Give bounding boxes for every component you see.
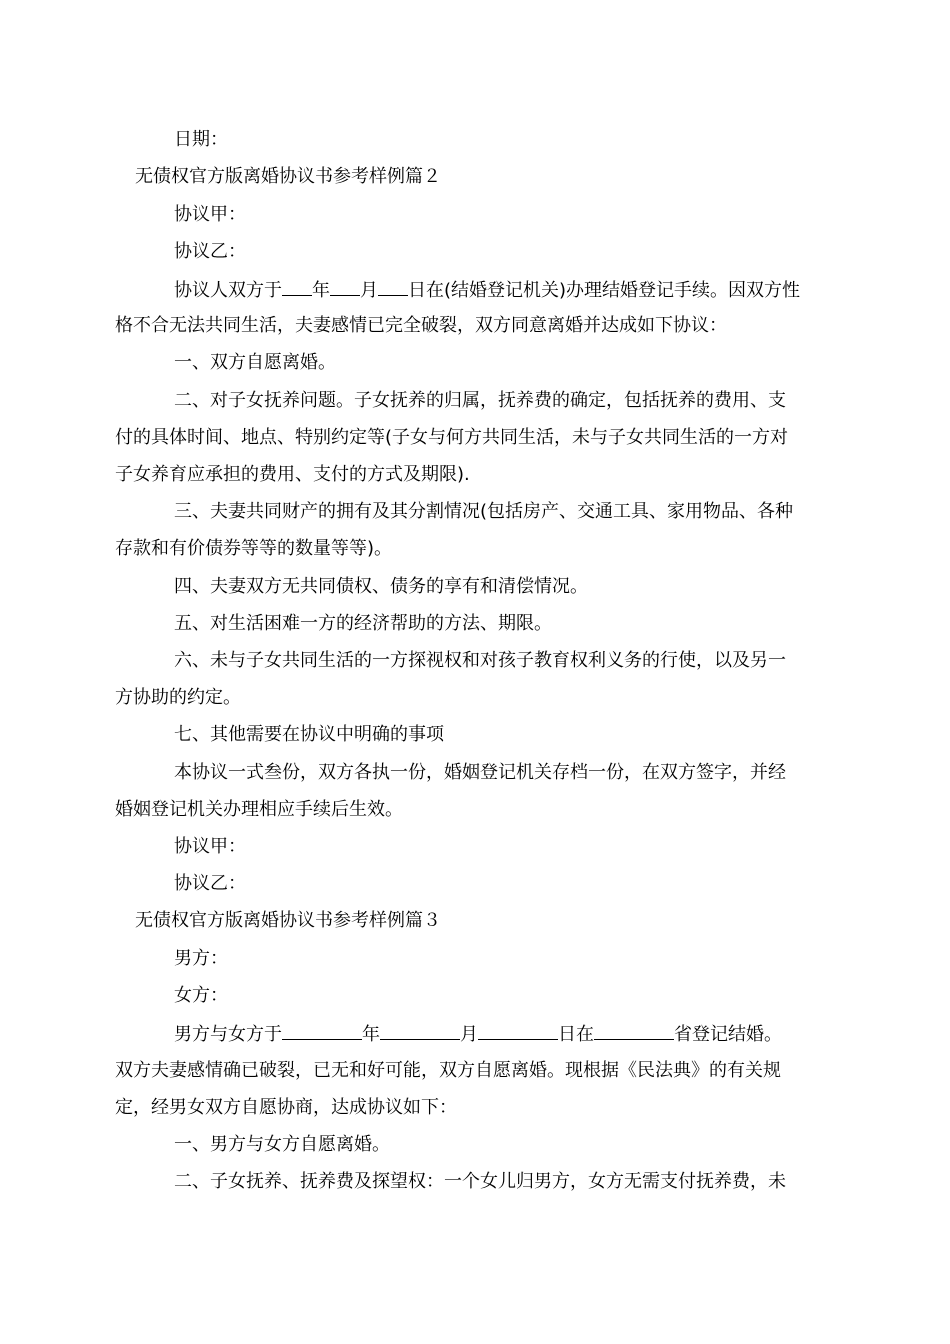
- s3-year-blank: [282, 1021, 362, 1040]
- section-2-intro-line-2: 格不合无法共同生活，夫妻感情已完全破裂，双方同意离婚并达成如下协议：: [115, 315, 727, 336]
- clause-4: 四、夫妻双方无共同债权、债务的享有和清偿情况。: [174, 576, 588, 597]
- male-label: 男方：: [174, 948, 228, 969]
- section-3-title: 无债权官方版离婚协议书参考样例篇３: [135, 910, 441, 931]
- s3-intro-text-c: 月: [460, 1024, 478, 1045]
- intro-text-c: 月: [360, 280, 378, 301]
- s3-intro-text-a: 男方与女方于: [174, 1024, 282, 1045]
- s3-clause-2-line-1: 二、子女抚养、抚养费及探望权：一个女儿归男方，女方无需支付抚养费，未: [174, 1171, 786, 1192]
- s3-intro-text-d: 日在: [558, 1024, 594, 1045]
- female-label: 女方：: [174, 985, 228, 1006]
- month-blank: [330, 277, 360, 296]
- s3-province-blank: [594, 1021, 674, 1040]
- intro-text-a: 协议人双方于: [174, 280, 282, 301]
- section-3-intro-line-2: 双方夫妻感情确已破裂，已无和好可能，双方自愿离婚。现根据《民法典》的有关规: [115, 1060, 781, 1081]
- section-2-title: 无债权官方版离婚协议书参考样例篇２: [135, 166, 441, 187]
- clause-2-line-1: 二、对子女抚养问题。子女抚养的归属，抚养费的确定，包括抚养的费用、支: [174, 390, 786, 411]
- clause-7: 七、其他需要在协议中明确的事项: [174, 724, 444, 745]
- section-2-intro-line-1: [174, 277, 800, 303]
- year-blank: [282, 277, 312, 296]
- s3-day-blank: [478, 1021, 558, 1040]
- intro-text-b: 年: [312, 280, 330, 301]
- sign-party-b: 协议乙：: [174, 873, 246, 894]
- s3-clause-1: 一、男方与女方自愿离婚。: [174, 1134, 390, 1155]
- s3-intro-text-e: 省登记结婚。: [674, 1024, 782, 1045]
- clause-3-line-1: 三、夫妻共同财产的拥有及其分割情况(包括房产、交通工具、家用物品、各种: [174, 501, 794, 522]
- sign-party-a: 协议甲：: [174, 836, 246, 857]
- day-blank: [378, 277, 408, 296]
- clause-1: 一、双方自愿离婚。: [174, 352, 336, 373]
- date-label: 日期：: [174, 129, 228, 150]
- closing-line-2: 婚姻登记机关办理相应手续后生效。: [115, 799, 403, 820]
- s3-intro-text-b: 年: [362, 1024, 380, 1045]
- clause-5: 五、对生活困难一方的经济帮助的方法、期限。: [174, 613, 552, 634]
- intro-text-d: 日在(结婚登记机关)办理结婚登记手续。因双方性: [408, 280, 801, 301]
- clause-3-line-2: 存款和有价债券等等的数量等等)。: [115, 538, 393, 559]
- party-a-label: 协议甲：: [174, 204, 246, 225]
- s3-month-blank: [380, 1021, 460, 1040]
- section-3-intro-line-3: 定，经男女双方自愿协商，达成协议如下：: [115, 1097, 457, 1118]
- party-b-label: 协议乙：: [174, 241, 246, 262]
- closing-line-1: 本协议一式叁份，双方各执一份，婚姻登记机关存档一份，在双方签字，并经: [174, 762, 786, 783]
- clause-2-line-3: 子女养育应承担的费用、支付的方式及期限).: [115, 464, 470, 485]
- clause-6-line-2: 方协助的约定。: [115, 687, 241, 708]
- section-3-intro-line-1: [174, 1021, 782, 1047]
- clause-2-line-2: 付的具体时间、地点、特别约定等(子女与何方共同生活，未与子女共同生活的一方对: [115, 427, 789, 448]
- clause-6-line-1: 六、未与子女共同生活的一方探视权和对孩子教育权利义务的行使，以及另一: [174, 650, 786, 671]
